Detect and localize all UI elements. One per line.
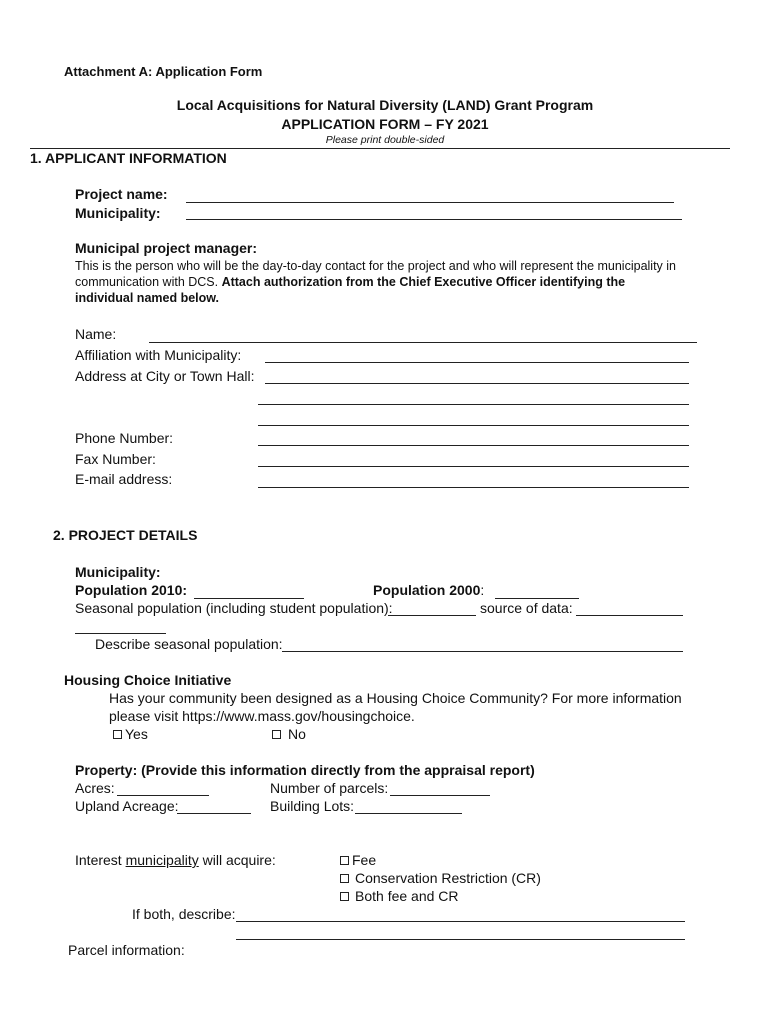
population-2010-label: Population 2010: <box>75 582 188 598</box>
no-option[interactable] <box>272 726 306 742</box>
acres-field[interactable] <box>117 795 209 796</box>
seasonal-population-label: Seasonal population (including student population): <box>75 600 393 616</box>
interest-text-a: Interest <box>75 852 126 868</box>
municipality-field[interactable] <box>186 219 682 220</box>
cr-label: Conservation Restriction (CR) <box>355 870 541 886</box>
address-label: Address at City or Town Hall: <box>75 368 255 384</box>
upland-label: Upland Acreage: <box>75 798 179 814</box>
email-label: E-mail address: <box>75 471 173 487</box>
phone-label: Phone Number: <box>75 430 174 446</box>
municipality-2-label: Municipality: <box>75 564 161 580</box>
describe-seasonal-field[interactable] <box>282 651 683 652</box>
project-name-field[interactable] <box>186 202 674 203</box>
source-label: source of data: <box>480 600 573 616</box>
address-field-1[interactable] <box>265 383 689 384</box>
affiliation-field[interactable] <box>265 362 689 363</box>
municipality-label: Municipality: <box>75 205 161 221</box>
name-label: Name: <box>75 326 117 342</box>
program-title: Local Acquisitions for Natural Diversity (LAND) Grant Program <box>176 97 594 113</box>
no-label: No <box>288 726 306 742</box>
header-rule <box>30 148 730 149</box>
cr-checkbox[interactable] <box>340 874 349 883</box>
acres-label: Acres: <box>75 780 115 796</box>
seasonal-population-field[interactable] <box>388 615 476 616</box>
interest-label <box>75 852 276 868</box>
population-2000-colon: : <box>480 582 485 598</box>
if-both-label: If both, describe: <box>132 906 236 922</box>
form-subtitle: APPLICATION FORM – FY 2021 <box>281 116 489 132</box>
both-option[interactable] <box>340 888 459 904</box>
fax-label: Fax Number: <box>75 451 156 467</box>
fee-label: Fee <box>352 852 377 868</box>
yes-checkbox[interactable] <box>113 730 122 739</box>
source-field[interactable] <box>576 615 683 616</box>
fax-field[interactable] <box>258 466 689 467</box>
both-checkbox[interactable] <box>340 892 349 901</box>
population-2010-field[interactable] <box>194 598 304 599</box>
yes-option[interactable] <box>113 726 148 742</box>
lots-label: Building Lots: <box>270 798 355 814</box>
population-2000-label <box>373 582 484 598</box>
address-field-2[interactable] <box>258 404 689 405</box>
housing-question-2: please visit https://www.mass.gov/housingchoice. <box>109 708 415 724</box>
manager-desc-line-1: This is the person who will be the day-to-day contact for the project and who will represent the municipality in <box>75 259 676 273</box>
if-both-field-1[interactable] <box>236 921 685 922</box>
parcels-field[interactable] <box>390 795 490 796</box>
address-field-3[interactable] <box>258 425 689 426</box>
housing-heading: Housing Choice Initiative <box>64 672 232 688</box>
housing-question-1: Has your community been designed as a Housing Choice Community? For more information <box>109 690 682 706</box>
fee-checkbox[interactable] <box>340 856 349 865</box>
print-note: Please print double-sided <box>325 134 445 146</box>
upland-field[interactable] <box>177 813 251 814</box>
parcel-info-label: Parcel information: <box>68 942 185 958</box>
parcels-label: Number of parcels: <box>270 780 389 796</box>
name-field[interactable] <box>149 342 697 343</box>
yes-label: Yes <box>125 726 148 742</box>
cr-option[interactable] <box>340 870 541 886</box>
manager-desc-line-3: individual named below. <box>75 291 220 305</box>
property-heading: Property: (Provide this information directly from the appraisal report) <box>75 762 535 778</box>
project-name-label: Project name: <box>75 186 168 202</box>
manager-desc-line-2 <box>75 275 625 289</box>
manager-heading: Municipal project manager: <box>75 240 258 256</box>
section-1-heading: 1. APPLICANT INFORMATION <box>30 150 227 166</box>
attachment-label: Attachment A: Application Form <box>64 64 263 79</box>
both-label: Both fee and CR <box>355 888 459 904</box>
manager-desc-plain: communication with DCS. <box>75 275 222 289</box>
section-2-heading: 2. PROJECT DETAILS <box>53 527 198 543</box>
affiliation-label: Affiliation with Municipality: <box>75 347 242 363</box>
interest-text-c: will acquire: <box>198 852 276 868</box>
population-2000-field[interactable] <box>495 598 579 599</box>
population-2000-text: Population 2000 <box>373 582 481 598</box>
email-field[interactable] <box>258 487 689 488</box>
lots-field[interactable] <box>355 813 462 814</box>
describe-seasonal-label: Describe seasonal population: <box>95 636 283 652</box>
if-both-field-2[interactable] <box>236 939 685 940</box>
no-checkbox[interactable] <box>272 730 281 739</box>
fee-option[interactable] <box>340 852 376 868</box>
manager-desc-bold: Attach authorization from the Chief Executive Officer identifying the <box>221 275 626 289</box>
source-field-continued[interactable] <box>75 633 166 634</box>
phone-field[interactable] <box>258 445 689 446</box>
interest-text-b: municipality <box>125 852 199 868</box>
